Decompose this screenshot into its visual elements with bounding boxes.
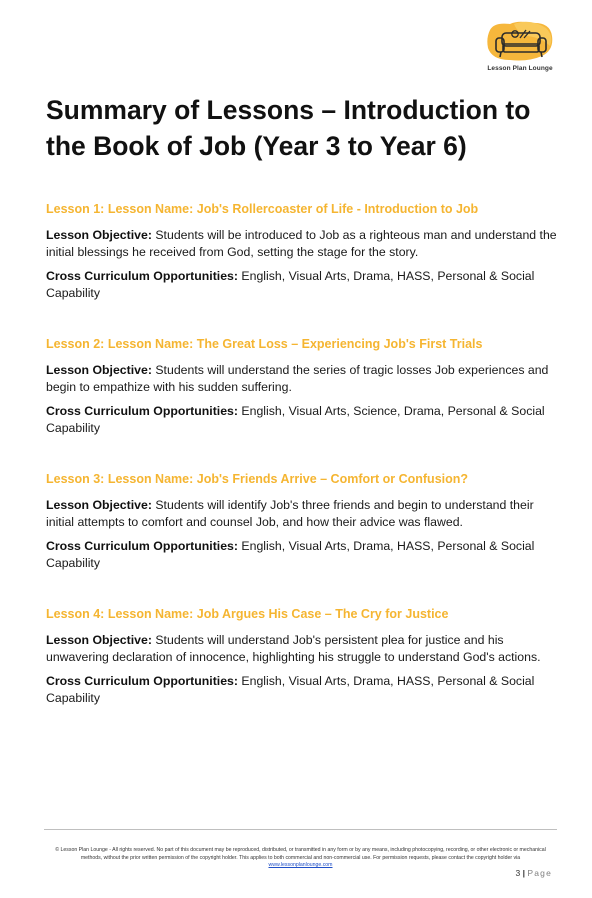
page-separator: | [522, 868, 525, 878]
lesson-objective-text: Students will understand Job's persistent plea for justice and his unwavering declaration of innocence, highlighting his struggle to understand God's actions. [46, 633, 541, 664]
lesson-1 [46, 201, 558, 309]
lesson-4 [46, 606, 558, 714]
lesson-objective-text: Students will be introduced to Job as a righteous man and understand the initial blessings he received from God, setting the stage for the story. [46, 228, 557, 259]
lesson-2 [46, 336, 558, 444]
cross-curriculum-text: English, Visual Arts, Drama, HASS, Personal & Social Capability [46, 674, 535, 705]
logo [484, 20, 556, 76]
cross-curriculum-label: Cross Curriculum Opportunities: [46, 539, 238, 553]
lounge-chair-icon [484, 20, 556, 66]
logo-text: Lesson Plan Lounge [487, 65, 553, 72]
copyright-text: © Lesson Plan Lounge - All rights reserved. No part of this document may be reproduced, distributed, or transmitted in any form or by any means, including photocopying, recording, or other electronic or mechanical methods, without the prior written permission of the copyright holder. This applies to both commercial and non-commercial use. For permission requests, please contact the copyright holder via [55, 847, 546, 861]
lesson-objective [46, 362, 558, 395]
footer-divider [44, 829, 557, 830]
lesson-objective-label: Lesson Objective: [46, 363, 152, 377]
page-number-value: 3 [515, 868, 521, 878]
cross-curriculum [46, 268, 558, 301]
page-title: Summary of Lessons – Introduction to the Book of Job (Year 3 to Year 6) [46, 95, 531, 161]
cross-curriculum-text: English, Visual Arts, Science, Drama, Personal & Social Capability [46, 404, 545, 435]
lesson-heading: Lesson 1: Lesson Name: Job's Rollercoaster of Life - Introduction to Job [46, 202, 479, 216]
lesson-objective [46, 227, 558, 260]
cross-curriculum-label: Cross Curriculum Opportunities: [46, 269, 238, 283]
lesson-objective-text: Students will understand the series of tragic losses Job experiences and begin to empathize with his sudden suffering. [46, 363, 549, 394]
cross-curriculum-text: English, Visual Arts, Drama, HASS, Personal & Social Capability [46, 539, 535, 570]
footer-copyright [44, 847, 557, 870]
cross-curriculum-label: Cross Curriculum Opportunities: [46, 674, 238, 688]
page-number [515, 868, 552, 878]
cross-curriculum-label: Cross Curriculum Opportunities: [46, 404, 238, 418]
cross-curriculum [46, 538, 558, 571]
lesson-objective-label: Lesson Objective: [46, 498, 152, 512]
lesson-objective-label: Lesson Objective: [46, 633, 152, 647]
lesson-objective-text: Students will identify Job's three friends and begin to understand their initial attempts to comfort and counsel Job, and how their advice was flawed. [46, 498, 534, 529]
lesson-3 [46, 471, 558, 579]
cross-curriculum-text: English, Visual Arts, Drama, HASS, Personal & Social Capability [46, 269, 535, 300]
lesson-heading: Lesson 4: Lesson Name: Job Argues His Case – The Cry for Justice [46, 607, 449, 621]
lesson-objective [46, 632, 558, 665]
lesson-objective-label: Lesson Objective: [46, 228, 152, 242]
cross-curriculum [46, 673, 558, 706]
website-link[interactable]: www.lessonplanlounge.com [268, 862, 333, 868]
page-label: Page [527, 868, 552, 878]
cross-curriculum [46, 403, 558, 436]
lesson-objective [46, 497, 558, 530]
lesson-heading: Lesson 3: Lesson Name: Job's Friends Arrive – Comfort or Confusion? [46, 472, 469, 486]
lesson-heading: Lesson 2: Lesson Name: The Great Loss – Experiencing Job's First Trials [46, 337, 483, 351]
